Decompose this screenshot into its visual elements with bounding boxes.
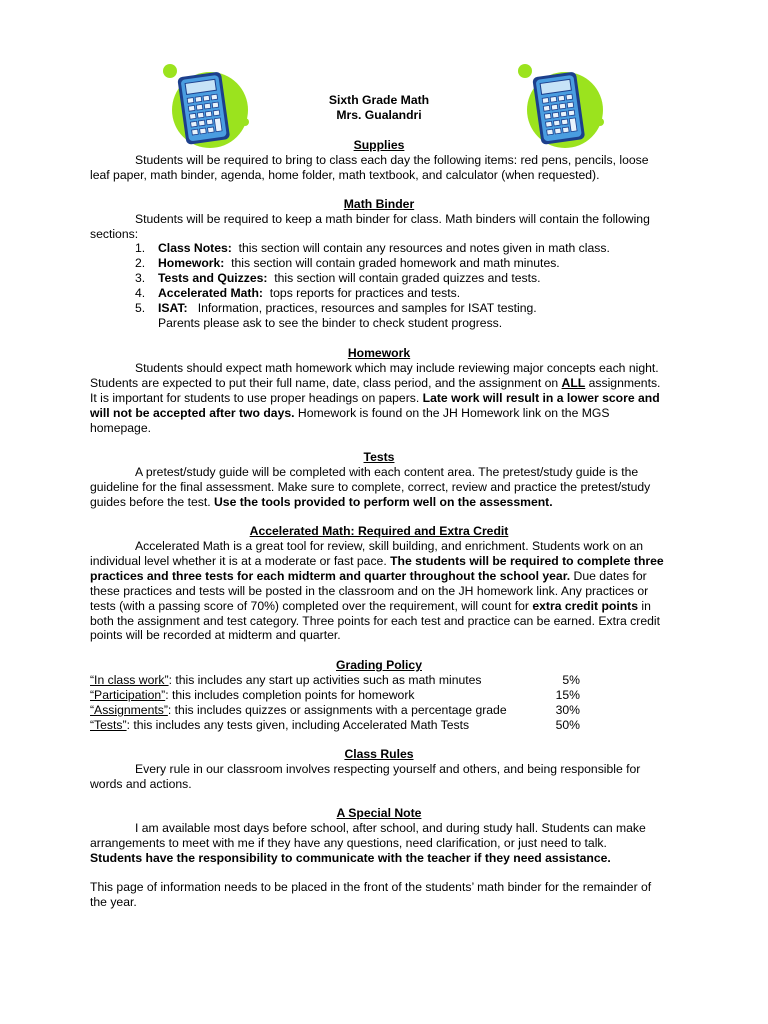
grading-row: “Assignments”: this includes quizzes or assignments with a percentage grade 30% [90,703,580,717]
grading-row: “Participation”: this includes completion points for homework 15% [90,688,580,702]
grading-row: “In class work”: this includes any start up activities such as math minutes 5% [90,673,580,687]
supplies-text: Students will be required to bring to class each day the following items: red pens, pencils, loose leaf paper, math binder, agenda, home folder, math textbook, and calculator (when requested). [90,153,649,182]
tests-heading: Tests [363,450,395,464]
list-item: 5. ISAT: Information, practices, resources and samples for ISAT testing. [135,300,537,315]
grading-row: “Tests”: this includes any tests given, including Accelerated Math Tests 50% [90,718,580,732]
footer-text: This page of information needs to be placed in the front of the students’ math binder for the remainder of the year. [90,880,652,909]
homework-heading: Homework [347,346,411,360]
class-rules-heading: Class Rules [344,747,414,761]
binder-sections-list [135,241,668,330]
homework-text: Students should expect math homework which may include reviewing major concepts each night. Students are expected to put their full name, date, class period, and the assignment on ALL assignments. It is important for students to use proper headings on papers. Late work will result in a lower score and will not be accepted after two days. Homework is found on the JH Homework link on the MGS homepage. [90,361,661,435]
supplies-heading: Supplies [353,138,405,152]
binder-heading: Math Binder [343,197,415,211]
page-title: Sixth Grade Math [328,93,430,107]
accelerated-math-heading: Accelerated Math: Required and Extra Credit [249,524,509,538]
special-note-bold: Students have the responsibility to communicate with the teacher if they need assistance. [90,851,611,865]
special-note-heading: A Special Note [336,806,422,820]
teacher-name: Mrs. Gualandri [336,108,422,122]
class-rules-text: Every rule in our classroom involves respecting yourself and others, and being responsible for words and actions. [90,762,641,791]
list-item: 2. Homework: this section will contain graded homework and math minutes. [135,255,560,270]
accelerated-math-text: Accelerated Math is a great tool for review, skill building, and enrichment. Students work on an individual level whether it is at a moderate or fast pace. The students will be required to complete three practices and three tests for each midterm and quarter throughout the school year. Due dates for these practices and tests will be posted in the classroom and on the JH homework link. Any practices or tests (with a passing score of 70%) completed over the requirement, will count for extra credit points in both the assignment and test category. Three points for each test and practice can be earned. Extra credit points will be recorded at midterm and quarter. [90,539,664,643]
binder-intro: Students will be required to keep a math binder for class. Math binders will contain the following sections: [90,212,650,241]
list-item: 1. Class Notes: this section will contain any resources and notes given in math class. [135,241,610,255]
list-item: 4. Accelerated Math: tops reports for practices and tests. [135,285,461,300]
grading-policy-heading: Grading Policy [335,658,422,672]
tests-text: A pretest/study guide will be completed with each content area. The pretest/study guide is the guideline for the final assessment. Make sure to complete, correct, review and practice the pretest/study guides before the test. Use the tools provided to perform well on the assessment. [90,465,651,509]
list-item: 3. Tests and Quizzes: this section will contain graded quizzes and tests. [135,270,541,285]
special-note-text: I am available most days before school, after school, and during study hall. Students can make arrangements to meet with me if they have any questions, need clarification, or just need to talk. [90,821,646,850]
binder-note: Parents please ask to see the binder to check student progress. [158,315,503,330]
